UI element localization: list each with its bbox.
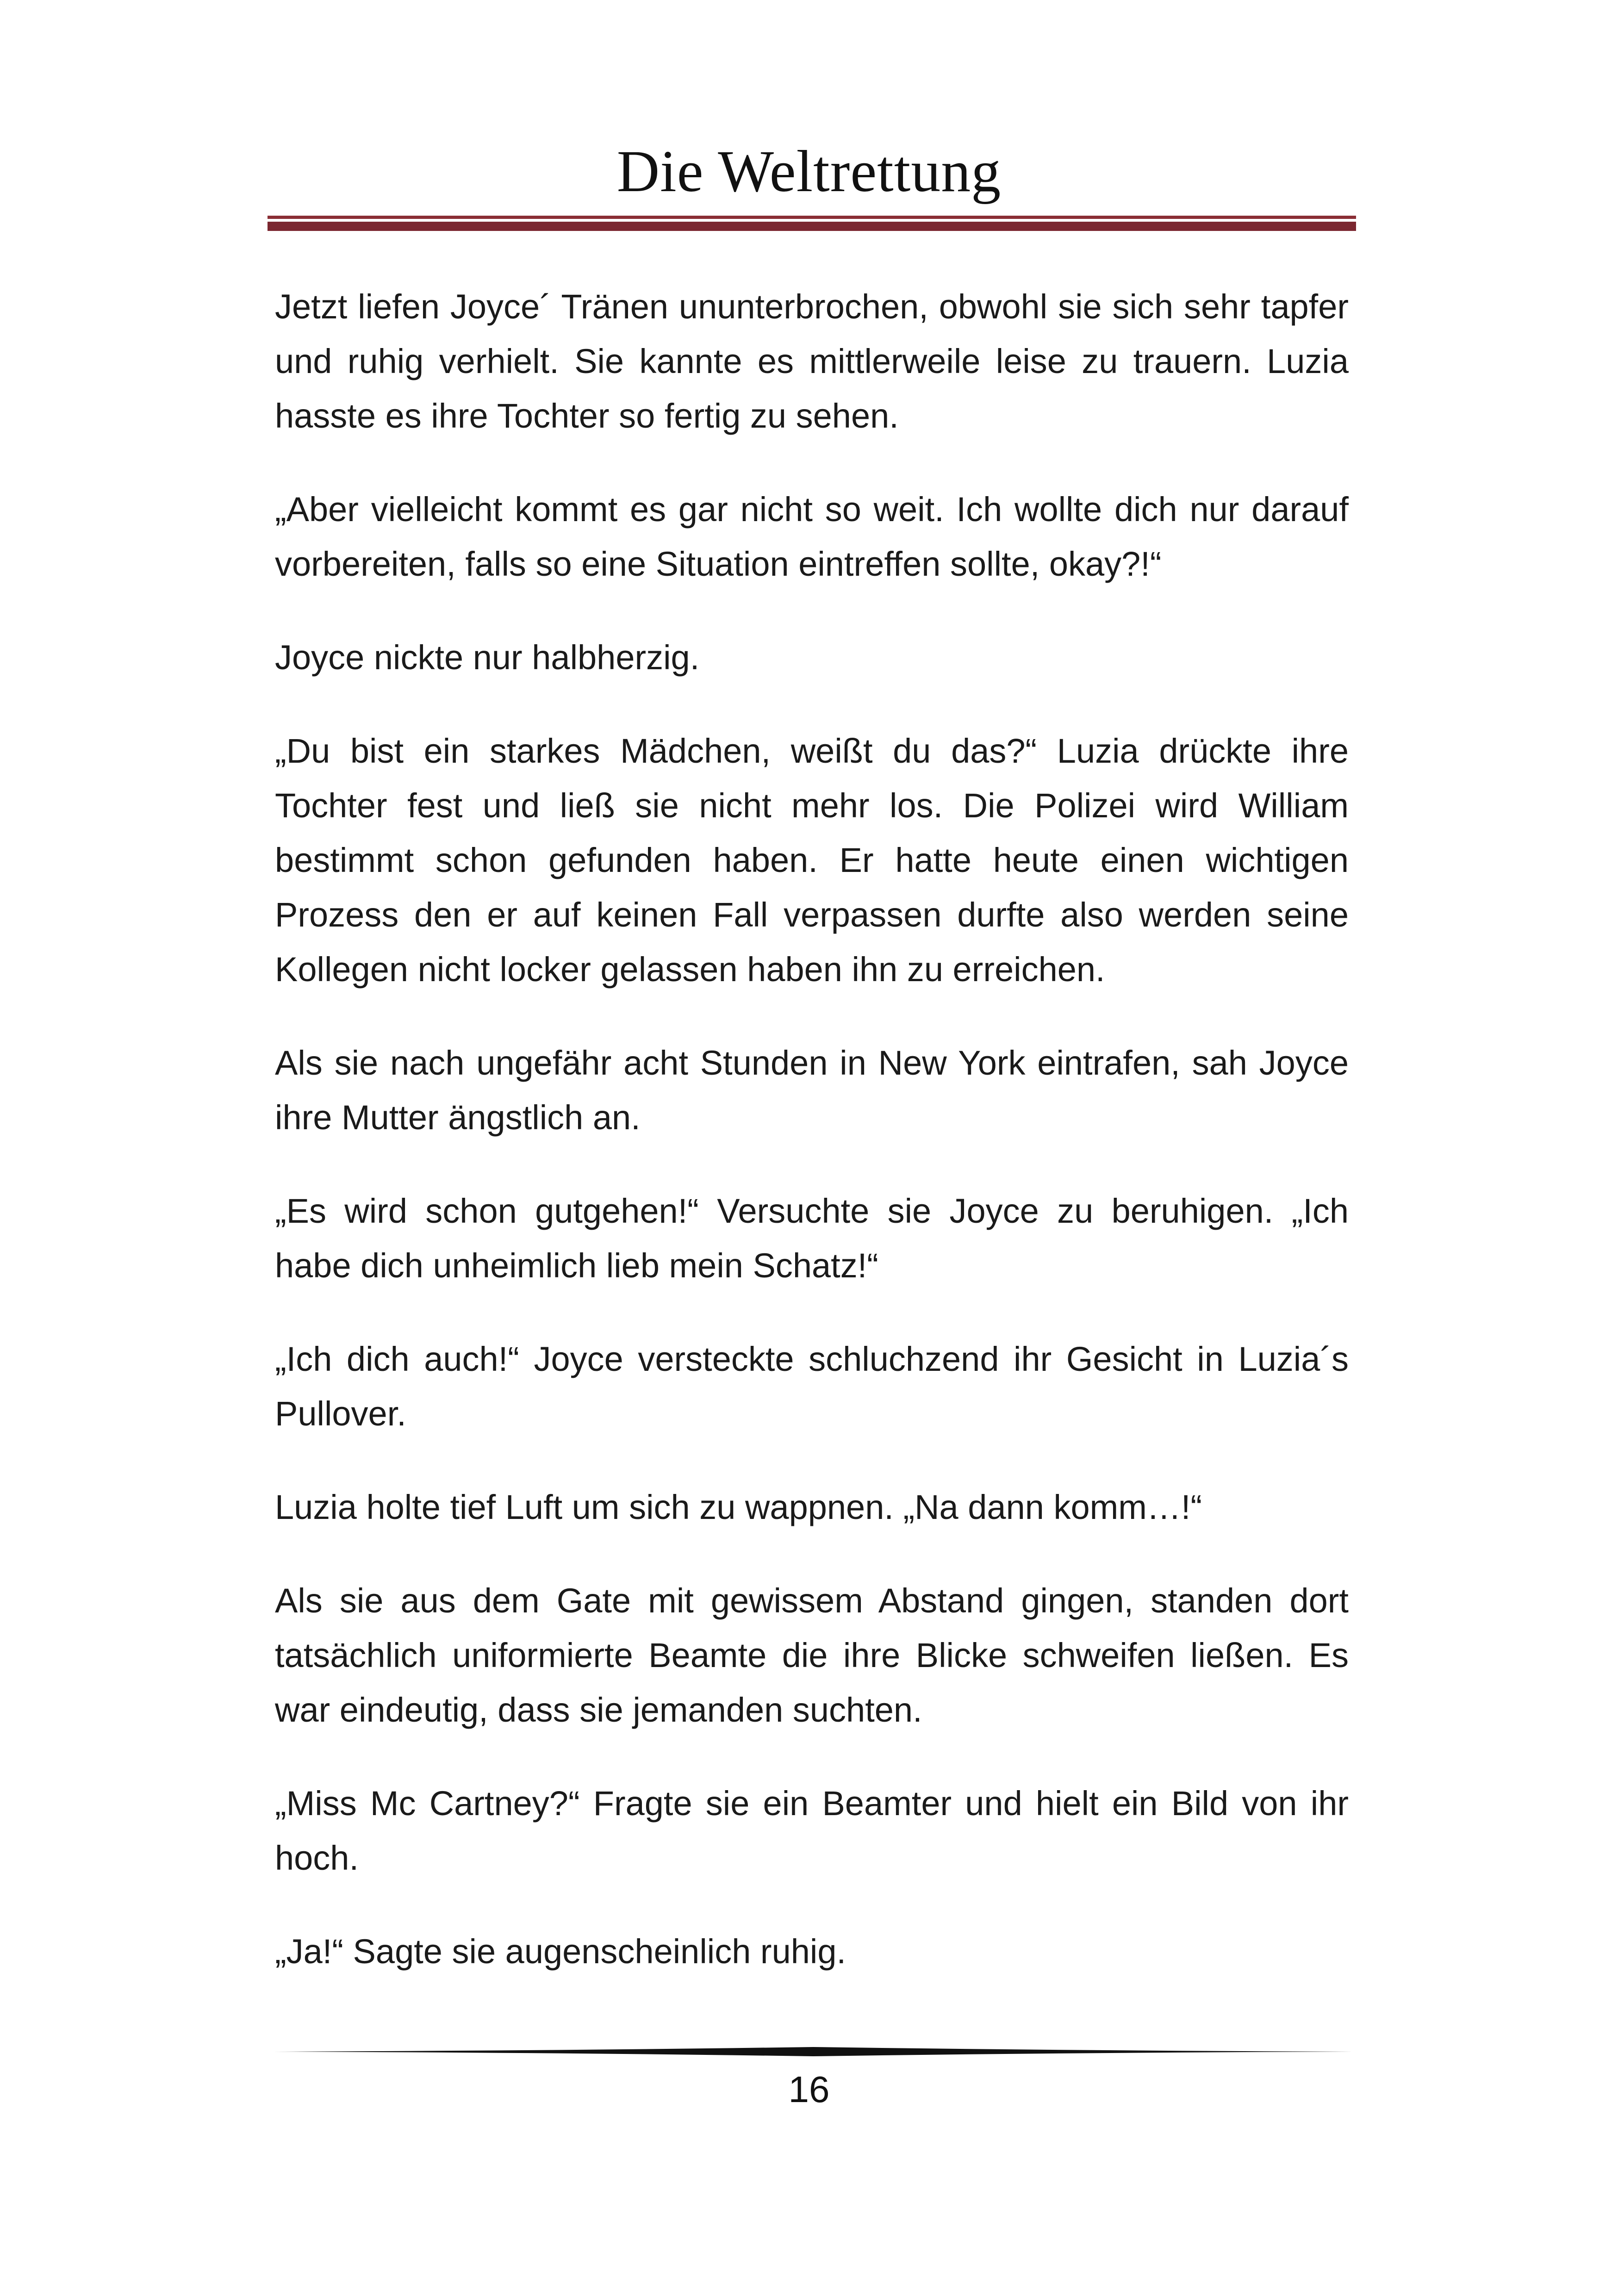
paragraph: „Aber vielleicht kommt es gar nicht so weit. Ich wollte dich nur darauf vorbereiten, falls so eine Situation eintreffen sollte, okay?!“	[275, 490, 1349, 583]
page-number: 16	[788, 2069, 830, 2110]
body-text	[275, 280, 1349, 2018]
paragraph: „Es wird schon gutgehen!“ Versuchte sie Joyce zu beruhigen. „Ich habe dich unheimlich lieb mein Schatz!“	[275, 1192, 1349, 1285]
paragraph: Joyce nickte nur halbherzig.	[275, 638, 700, 677]
header-divider-thin-line	[268, 216, 1356, 219]
paragraph: Jetzt liefen Joyce´ Tränen ununterbrochen, obwohl sie sich sehr tapfer und ruhig verhielt. Sie kannte es mittlerweile leise zu trauern. Luzia hasste es ihre Tochter so fertig zu sehen.	[275, 287, 1349, 435]
paragraph: „Du bist ein starkes Mädchen, weißt du das?“ Luzia drückte ihre Tochter fest und ließ sie nicht mehr los. Die Polizei wird William bestimmt schon gefunden haben. Er hatte heute einen wichtigen Prozess den er auf keinen Fall verpassen durfte also werden seine Kollegen nicht locker gelassen haben ihn zu erreichen.	[275, 732, 1349, 989]
footer-divider	[274, 2045, 1352, 2059]
header-divider-thick-line	[268, 222, 1356, 231]
paragraph: „Ja!“ Sagte sie augenscheinlich ruhig.	[275, 1932, 846, 1971]
header-divider	[268, 216, 1356, 232]
page-header-title: Die Weltrettung	[616, 138, 1002, 204]
paragraph: Luzia holte tief Luft um sich zu wappnen. „Na dann komm…!“	[275, 1488, 1202, 1526]
paragraph: Als sie aus dem Gate mit gewissem Abstand gingen, standen dort tatsächlich uniformierte Beamte die ihre Blicke schweifen ließen. Es war eindeutig, dass sie jemanden suchten.	[275, 1581, 1349, 1729]
paragraph: „Miss Mc Cartney?“ Fragte sie ein Beamter und hielt ein Bild von ihr hoch.	[275, 1784, 1349, 1877]
paragraph: „Ich dich auch!“ Joyce versteckte schluchzend ihr Gesicht in Luzia´s Pullover.	[275, 1340, 1349, 1433]
footer-divider-swash	[274, 2045, 1352, 2059]
paragraph: Als sie nach ungefähr acht Stunden in New York eintrafen, sah Joyce ihre Mutter ängstlich an.	[275, 1044, 1349, 1137]
